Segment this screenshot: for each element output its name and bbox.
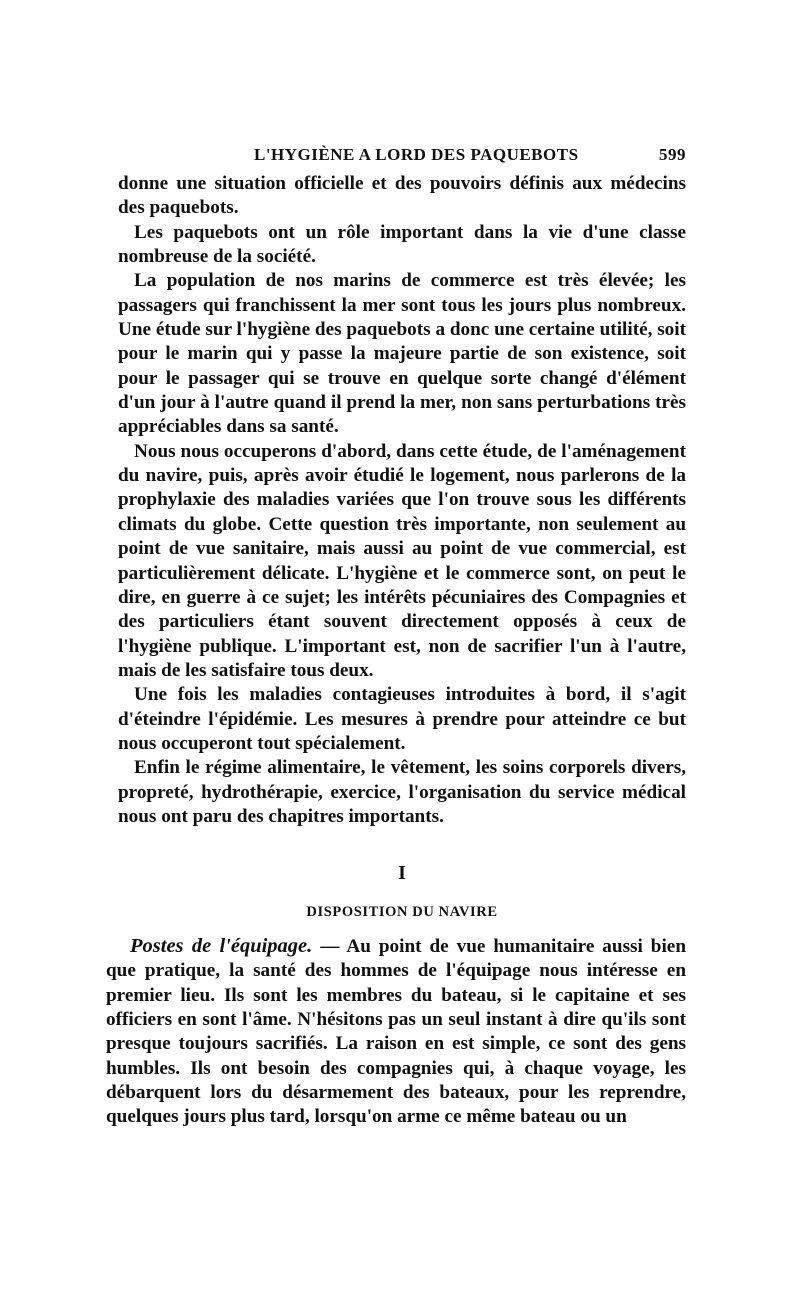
- paragraph-text: — Au point de vue humanitaire aussi bien que pratique, la santé des hommes de l'équipage nous intéresse en premier lieu. Ils sont les membres du bateau, si le capitaine et ses officiers en sont l'âme. N'hésitons pas un seul instant à dire qu'ils sont presque toujours sacrifiés. La raison en est simple, ce sont des gens humbles. Ils ont besoin des compagnies qui, à chaque voyage, les débarquent lors du désarmement des bateaux, pour les reprendre, quelques jours plus tard, lorsqu'on arme ce même bateau ou un: [106, 936, 686, 1128]
- paragraph: donne une situation officielle et des pouvoirs définis aux médecins des paquebots.: [118, 173, 686, 219]
- paragraph: Une fois les maladies contagieuses introduites à bord, il s'agit d'éteindre l'épidémie. Les mesures à prendre pour atteindre ce but nous occuperont tout spécialement.: [118, 684, 686, 754]
- section-title: DISPOSITION DU NAVIRE: [306, 904, 498, 920]
- paragraph: Enfin le régime alimentaire, le vêtement, les soins corporels divers, propreté, hydrothérapie, exercice, l'organisation du service médical nous ont paru des chapitres importants.: [118, 757, 686, 827]
- paragraph: La population de nos marins de commerce est très élevée; les passagers qui franchissent la mer sont tous les jours plus nombreux. Une étude sur l'hygiène des paquebots a donc une certaine utilité, soit pour le marin qui y passe la majeure partie de son existence, soit pour le passager qui se trouve en quelque sorte changé d'élément d'un jour à l'autre quand il prend la mer, non sans perturbations très appréciables dans sa santé.: [118, 270, 686, 438]
- paragraph: Nous nous occuperons d'abord, dans cette étude, de l'aménagement du navire, puis, après avoir étudié le logement, nous parlerons de la prophylaxie des maladies variées que l'on trouve sous les différents climats du globe. Cette question très importante, non seulement au point de vue sanitaire, mais aussi au point de vue commercial, est particulièrement délicate. L'hygiène et le commerce sont, on peut le dire, en guerre à ce sujet; les intérêts pécuniaires des Compagnies et des particuliers étant souvent directement opposés à ceux de l'hygiène publique. L'important est, non de sacrifier l'un à l'autre, mais de les satisfaire tous deux.: [118, 440, 686, 681]
- section-body: [106, 934, 686, 1130]
- running-title: L'HYGIÈNE A LORD DES PAQUEBOTS: [254, 145, 579, 164]
- section-number: I: [398, 862, 406, 884]
- paragraph: [106, 934, 686, 1130]
- paragraph: Les paquebots ont un rôle important dans la vie d'une classe nombreuse de la société.: [118, 221, 686, 268]
- runin-heading: Postes de l'équipage.: [130, 935, 313, 957]
- page-number: 599: [659, 145, 686, 164]
- body-text: [118, 172, 686, 829]
- running-head: [118, 145, 686, 169]
